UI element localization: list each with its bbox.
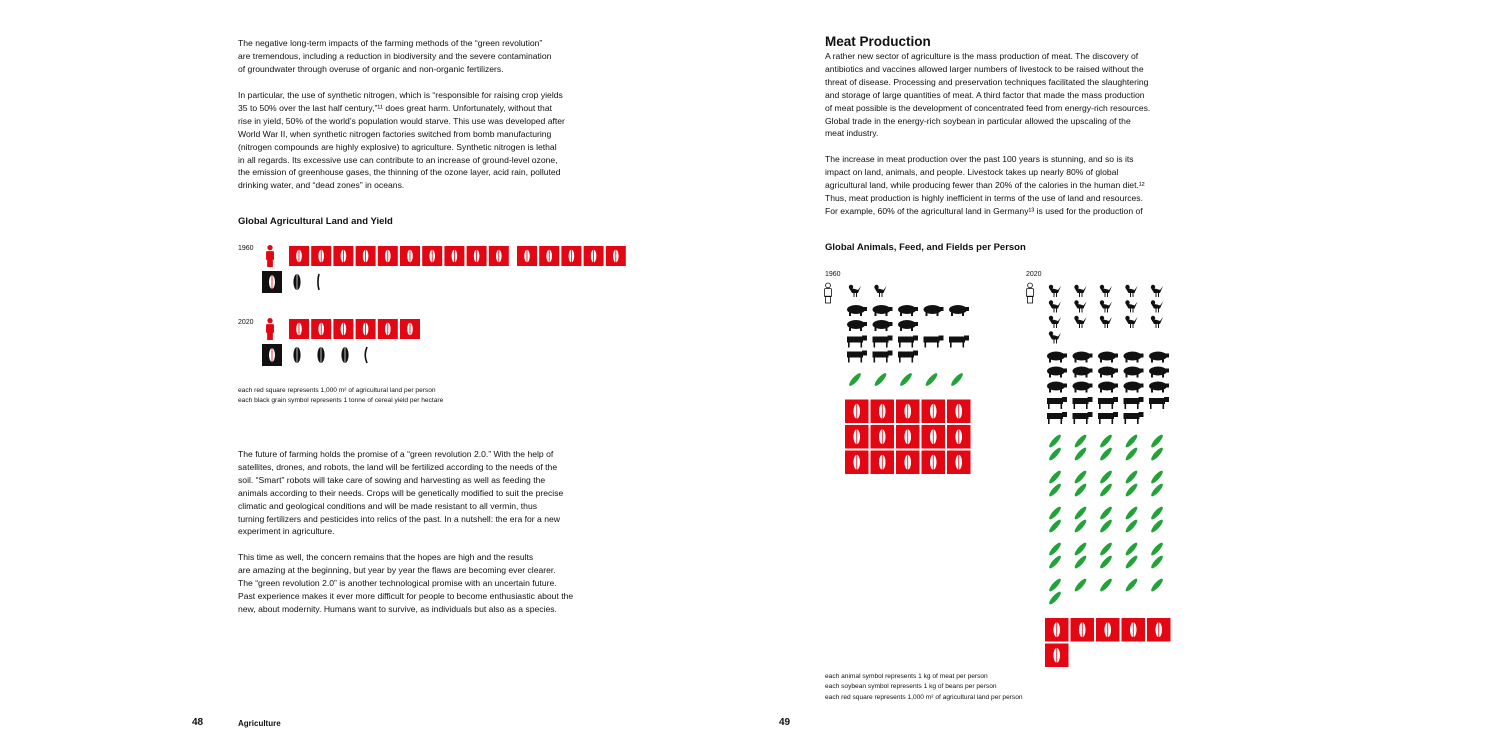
cow-icon	[949, 336, 969, 348]
red-square-grain-icon	[896, 451, 920, 475]
year-label-2020: 2020	[238, 319, 254, 326]
chicken-icon	[1151, 300, 1163, 312]
soybean-pod-icon	[1073, 518, 1088, 534]
pig-icon	[1124, 382, 1144, 393]
soybean-pod-icon	[1073, 482, 1088, 498]
soybean-pod-icon	[1073, 446, 1088, 462]
pig-icon	[873, 320, 893, 331]
chicken-icon	[1100, 316, 1112, 328]
black-grain-box	[262, 344, 282, 366]
red-square-grain-icon	[311, 246, 331, 266]
soybean-pod-icon	[1099, 482, 1114, 498]
soybean-pod-icon	[1099, 518, 1114, 534]
red-square-grain-icon	[289, 319, 309, 339]
cow-icon	[1098, 412, 1118, 424]
red-square-grain-icon	[311, 319, 331, 339]
soybean-pod-icon	[1099, 433, 1114, 449]
pig-icon	[1149, 367, 1169, 378]
chicken-icon	[1074, 300, 1086, 312]
cow-icon	[1098, 397, 1118, 409]
animals-chart-title: Global Animals, Feed, and Fields per Person	[825, 242, 1026, 253]
chicken-icon	[1074, 285, 1086, 297]
pig-icon	[1073, 382, 1093, 393]
chicken-icon	[1100, 300, 1112, 312]
chicken-icon	[1100, 285, 1112, 297]
soybean-pod-icon	[1048, 577, 1063, 593]
red-square-grain-icon	[871, 400, 895, 424]
red-square-grain-icon	[584, 246, 604, 266]
soybean-pod-icon	[1150, 505, 1165, 521]
red-square-grain-icon	[947, 425, 971, 449]
red-square-grain-icon	[561, 246, 581, 266]
pig-icon	[924, 305, 944, 316]
person-icon	[266, 245, 274, 267]
soybean-pod-icon	[1073, 469, 1088, 485]
red-square-grain-icon	[1096, 618, 1120, 642]
soybean-pod-icon	[1150, 518, 1165, 534]
red-square-grain-icon	[896, 400, 920, 424]
land-yield-caption: each red square represents 1,000 m² of agricultural land per person each black grain symbol represents 1 tonne of cereal yield per hectare	[238, 387, 444, 405]
chicken-icon	[1151, 285, 1163, 297]
soybean-pod-icon	[1048, 433, 1063, 449]
soybean-pod-icon	[1073, 433, 1088, 449]
red-square-grain-icon	[1147, 618, 1171, 642]
cow-icon	[873, 336, 893, 348]
black-grain-box	[262, 271, 282, 293]
red-square-grain-icon	[845, 425, 869, 449]
red-square-grain-icon	[378, 319, 398, 339]
pig-icon	[1124, 352, 1144, 363]
green-revolution-2-paragraph: The future of farming holds the promise of a “green revolution 2.0.” With the help of satellites, drones, and robots, the land will be fertilized according to the needs of the soil. “Smart” robots will take care of sowing and harvesting as well as feeding the animals according to their needs. Crops will be genetically modified to suit the precise climatic and geological conditions and will be made resistant to all vermin, thus turning fertilizers and pesticides into relics of the past. In a nutshell: the era for a new experiment in agriculture.	[238, 449, 564, 537]
pig-icon	[949, 305, 969, 316]
cow-icon	[873, 351, 893, 363]
pig-icon	[1047, 382, 1067, 393]
red-square-grain-icon	[378, 246, 398, 266]
running-head: Agriculture	[238, 719, 281, 728]
soybean-pod-icon	[950, 372, 965, 388]
red-square-grain-icon	[947, 400, 971, 424]
pig-icon	[898, 305, 918, 316]
pig-icon	[1098, 367, 1118, 378]
cow-icon	[1149, 397, 1169, 409]
cow-icon	[1124, 412, 1144, 424]
red-square-grain-icon	[871, 425, 895, 449]
soybean-pod-icon	[1124, 554, 1139, 570]
soybean-pod-icon	[1073, 505, 1088, 521]
soybean-pod-icon	[1124, 482, 1139, 498]
cow-icon	[1073, 397, 1093, 409]
pig-icon	[1149, 382, 1169, 393]
soybean-pod-icon	[1150, 554, 1165, 570]
pig-icon	[1124, 367, 1144, 378]
chicken-icon	[1125, 316, 1137, 328]
pig-icon	[1149, 352, 1169, 363]
chicken-icon	[1049, 300, 1061, 312]
chicken-icon	[849, 285, 861, 297]
person-icon	[266, 318, 274, 340]
soybean-pod-icon	[1150, 541, 1165, 557]
meat-production-heading: Meat Production	[825, 34, 931, 49]
chicken-icon	[874, 285, 886, 297]
soybean-pod-icon	[1150, 577, 1165, 593]
red-square-grain-icon	[467, 246, 487, 266]
soybean-pod-icon	[1048, 590, 1063, 606]
cow-icon	[1073, 412, 1093, 424]
red-square-grain-icon	[289, 246, 309, 266]
black-grain-icon	[293, 274, 300, 290]
pig-icon	[1073, 367, 1093, 378]
chicken-icon	[1049, 331, 1061, 343]
red-square-grain-icon	[606, 246, 626, 266]
meat-impact-paragraph: The increase in meat production over the past 100 years is stunning, and so is its impact on land, animals, and people. Livestock takes up nearly 80% of global agricultural land, while producing fewer than 20% of the calories in the human diet.¹² Thus, meat production is highly inefficient in terms of the use of land and resources. For example, 60% of the agricultural land in Germany¹³ is used for the production of	[825, 154, 1145, 216]
cow-icon	[924, 336, 944, 348]
red-square-grain-icon	[871, 451, 895, 475]
soybean-pod-icon	[1124, 577, 1139, 593]
chicken-icon	[1125, 300, 1137, 312]
soybean-pod-icon	[1124, 505, 1139, 521]
cow-icon	[847, 336, 867, 348]
soybean-pod-icon	[1048, 482, 1063, 498]
cow-icon	[1124, 397, 1144, 409]
land-yield-pictogram	[262, 245, 626, 366]
cow-icon	[1047, 412, 1067, 424]
red-square-grain-icon	[422, 246, 442, 266]
page-number-left: 48	[192, 717, 204, 728]
soybean-pod-icon	[1124, 469, 1139, 485]
meat-intro-paragraph: A rather new sector of agriculture is the mass production of meat. The discovery of antibiotics and vaccines allowed larger numbers of livestock to be raised without the threat of disease. Processing and preservation techniques facilitated the slaughtering and storage of large quantities of meat. A third factor that made the mass production of meat possible is the development of concentrated feed from energy-rich resources. Global trade in the energy-rich soybean in particular allowed the upscaling of the meat industry.	[825, 51, 1151, 139]
year-label-1960-right: 1960	[825, 271, 841, 278]
soybean-pod-icon	[1073, 554, 1088, 570]
red-square-grain-icon	[539, 246, 559, 266]
red-square-grain-icon	[947, 451, 971, 475]
animals-chart-caption: each animal symbol represents 1 kg of meat per person each soybean symbol represents 1 kg of beans per person each red square represents 1,000 m² of agricultural land per person	[825, 673, 1023, 701]
soybean-pod-icon	[1099, 446, 1114, 462]
red-square-grain-icon	[1122, 618, 1146, 642]
year-label-2020-right: 2020	[1026, 271, 1042, 278]
pig-icon	[1047, 352, 1067, 363]
soybean-pod-icon	[1073, 577, 1088, 593]
soybean-pod-icon	[1124, 446, 1139, 462]
page-number-right: 49	[779, 717, 791, 728]
soybean-pod-icon	[1099, 469, 1114, 485]
soybean-pod-icon	[1150, 482, 1165, 498]
cow-icon	[898, 351, 918, 363]
red-square-grain-icon	[922, 451, 946, 475]
red-square-grain-icon	[356, 319, 376, 339]
pig-icon	[898, 320, 918, 331]
pig-icon	[847, 305, 867, 316]
black-grain-icon	[318, 274, 319, 290]
red-square-grain-icon	[400, 319, 420, 339]
cow-icon	[1047, 397, 1067, 409]
cow-icon	[898, 336, 918, 348]
red-square-grain-icon	[922, 425, 946, 449]
animals-feed-fields-pictogram	[824, 283, 1170, 667]
soybean-pod-icon	[1124, 518, 1139, 534]
year-label-1960: 1960	[238, 245, 254, 252]
soybean-pod-icon	[1150, 446, 1165, 462]
chicken-icon	[1074, 316, 1086, 328]
soybean-pod-icon	[1048, 505, 1063, 521]
pig-icon	[1098, 382, 1118, 393]
land-yield-chart-title: Global Agricultural Land and Yield	[238, 216, 393, 227]
soybean-pod-icon	[1124, 541, 1139, 557]
soybean-pod-icon	[1099, 554, 1114, 570]
black-grain-icon	[293, 347, 300, 363]
black-grain-icon	[341, 347, 348, 363]
pig-icon	[1073, 352, 1093, 363]
soybean-pod-icon	[1048, 446, 1063, 462]
red-square-grain-icon	[333, 319, 353, 339]
soybean-pod-icon	[1150, 433, 1165, 449]
red-square-grain-icon	[1045, 618, 1069, 642]
red-square-grain-icon	[922, 400, 946, 424]
pig-icon	[847, 320, 867, 331]
red-square-grain-icon	[1045, 644, 1069, 668]
red-square-grain-icon	[896, 425, 920, 449]
pig-icon	[873, 305, 893, 316]
black-grain-icon	[365, 347, 367, 363]
chicken-icon	[1151, 316, 1163, 328]
soybean-pod-icon	[1048, 554, 1063, 570]
soybean-pod-icon	[1048, 518, 1063, 534]
pig-icon	[1047, 367, 1067, 378]
pig-icon	[1098, 352, 1118, 363]
concern-paragraph: This time as well, the concern remains that the hopes are high and the results are amazing at the beginning, but year by year the flaws are becoming ever clearer. The “green revolution 2.0” is another technological promise with an uncertain future. Past experience makes it ever more difficult for people to become enthusiastic about the new, about modernity. Humans want to survive, as individuals but also as a species.	[238, 552, 574, 614]
black-grain-icon	[317, 347, 324, 363]
soybean-pod-icon	[1099, 541, 1114, 557]
soybean-pod-icon	[1099, 577, 1114, 593]
soybean-pod-icon	[1150, 469, 1165, 485]
soybean-pod-icon	[1124, 433, 1139, 449]
person-icon	[1026, 283, 1033, 303]
red-square-grain-icon	[845, 451, 869, 475]
soybean-pod-icon	[848, 372, 863, 388]
nitrogen-paragraph: In particular, the use of synthetic nitrogen, which is “responsible for raising crop yields 35 to 50% over the last half century,”¹¹ does great harm. Unfortunately, without that rise in yield, 50% of the world’s population would starve. This use was developed after World War II, when synthetic nitrogen factories switched from bomb manufacturing (nitrogen compounds are highly explosive) to agriculture. Synthetic nitrogen is lethal in all regards. Its excessive use can contribute to an increase of ground-level ozone, the emission of greenhouse gases, the thinning of the ozone layer, acid rain, polluted drinking water, and “dead zones” in oceans.	[238, 90, 565, 191]
soybean-pod-icon	[924, 372, 939, 388]
soybean-pod-icon	[899, 372, 914, 388]
soybean-pod-icon	[1048, 469, 1063, 485]
red-square-grain-icon	[517, 246, 537, 266]
red-square-grain-icon	[444, 246, 464, 266]
red-square-grain-icon	[400, 246, 420, 266]
chicken-icon	[1049, 316, 1061, 328]
cow-icon	[847, 351, 867, 363]
intro-paragraph: The negative long-term impacts of the farming methods of the “green revolution” are tremendous, including a reduction in biodiversity and the severe contamination of groundwater through overuse of organic and non-organic fertilizers.	[238, 38, 552, 74]
person-icon	[824, 283, 831, 303]
red-square-grain-icon	[845, 400, 869, 424]
chicken-icon	[1125, 285, 1137, 297]
chicken-icon	[1049, 285, 1061, 297]
soybean-pod-icon	[1073, 541, 1088, 557]
red-square-grain-icon	[1071, 618, 1095, 642]
red-square-grain-icon	[489, 246, 509, 266]
red-square-grain-icon	[356, 246, 376, 266]
red-square-grain-icon	[333, 246, 353, 266]
soybean-pod-icon	[1099, 505, 1114, 521]
soybean-pod-icon	[873, 372, 888, 388]
soybean-pod-icon	[1048, 541, 1063, 557]
